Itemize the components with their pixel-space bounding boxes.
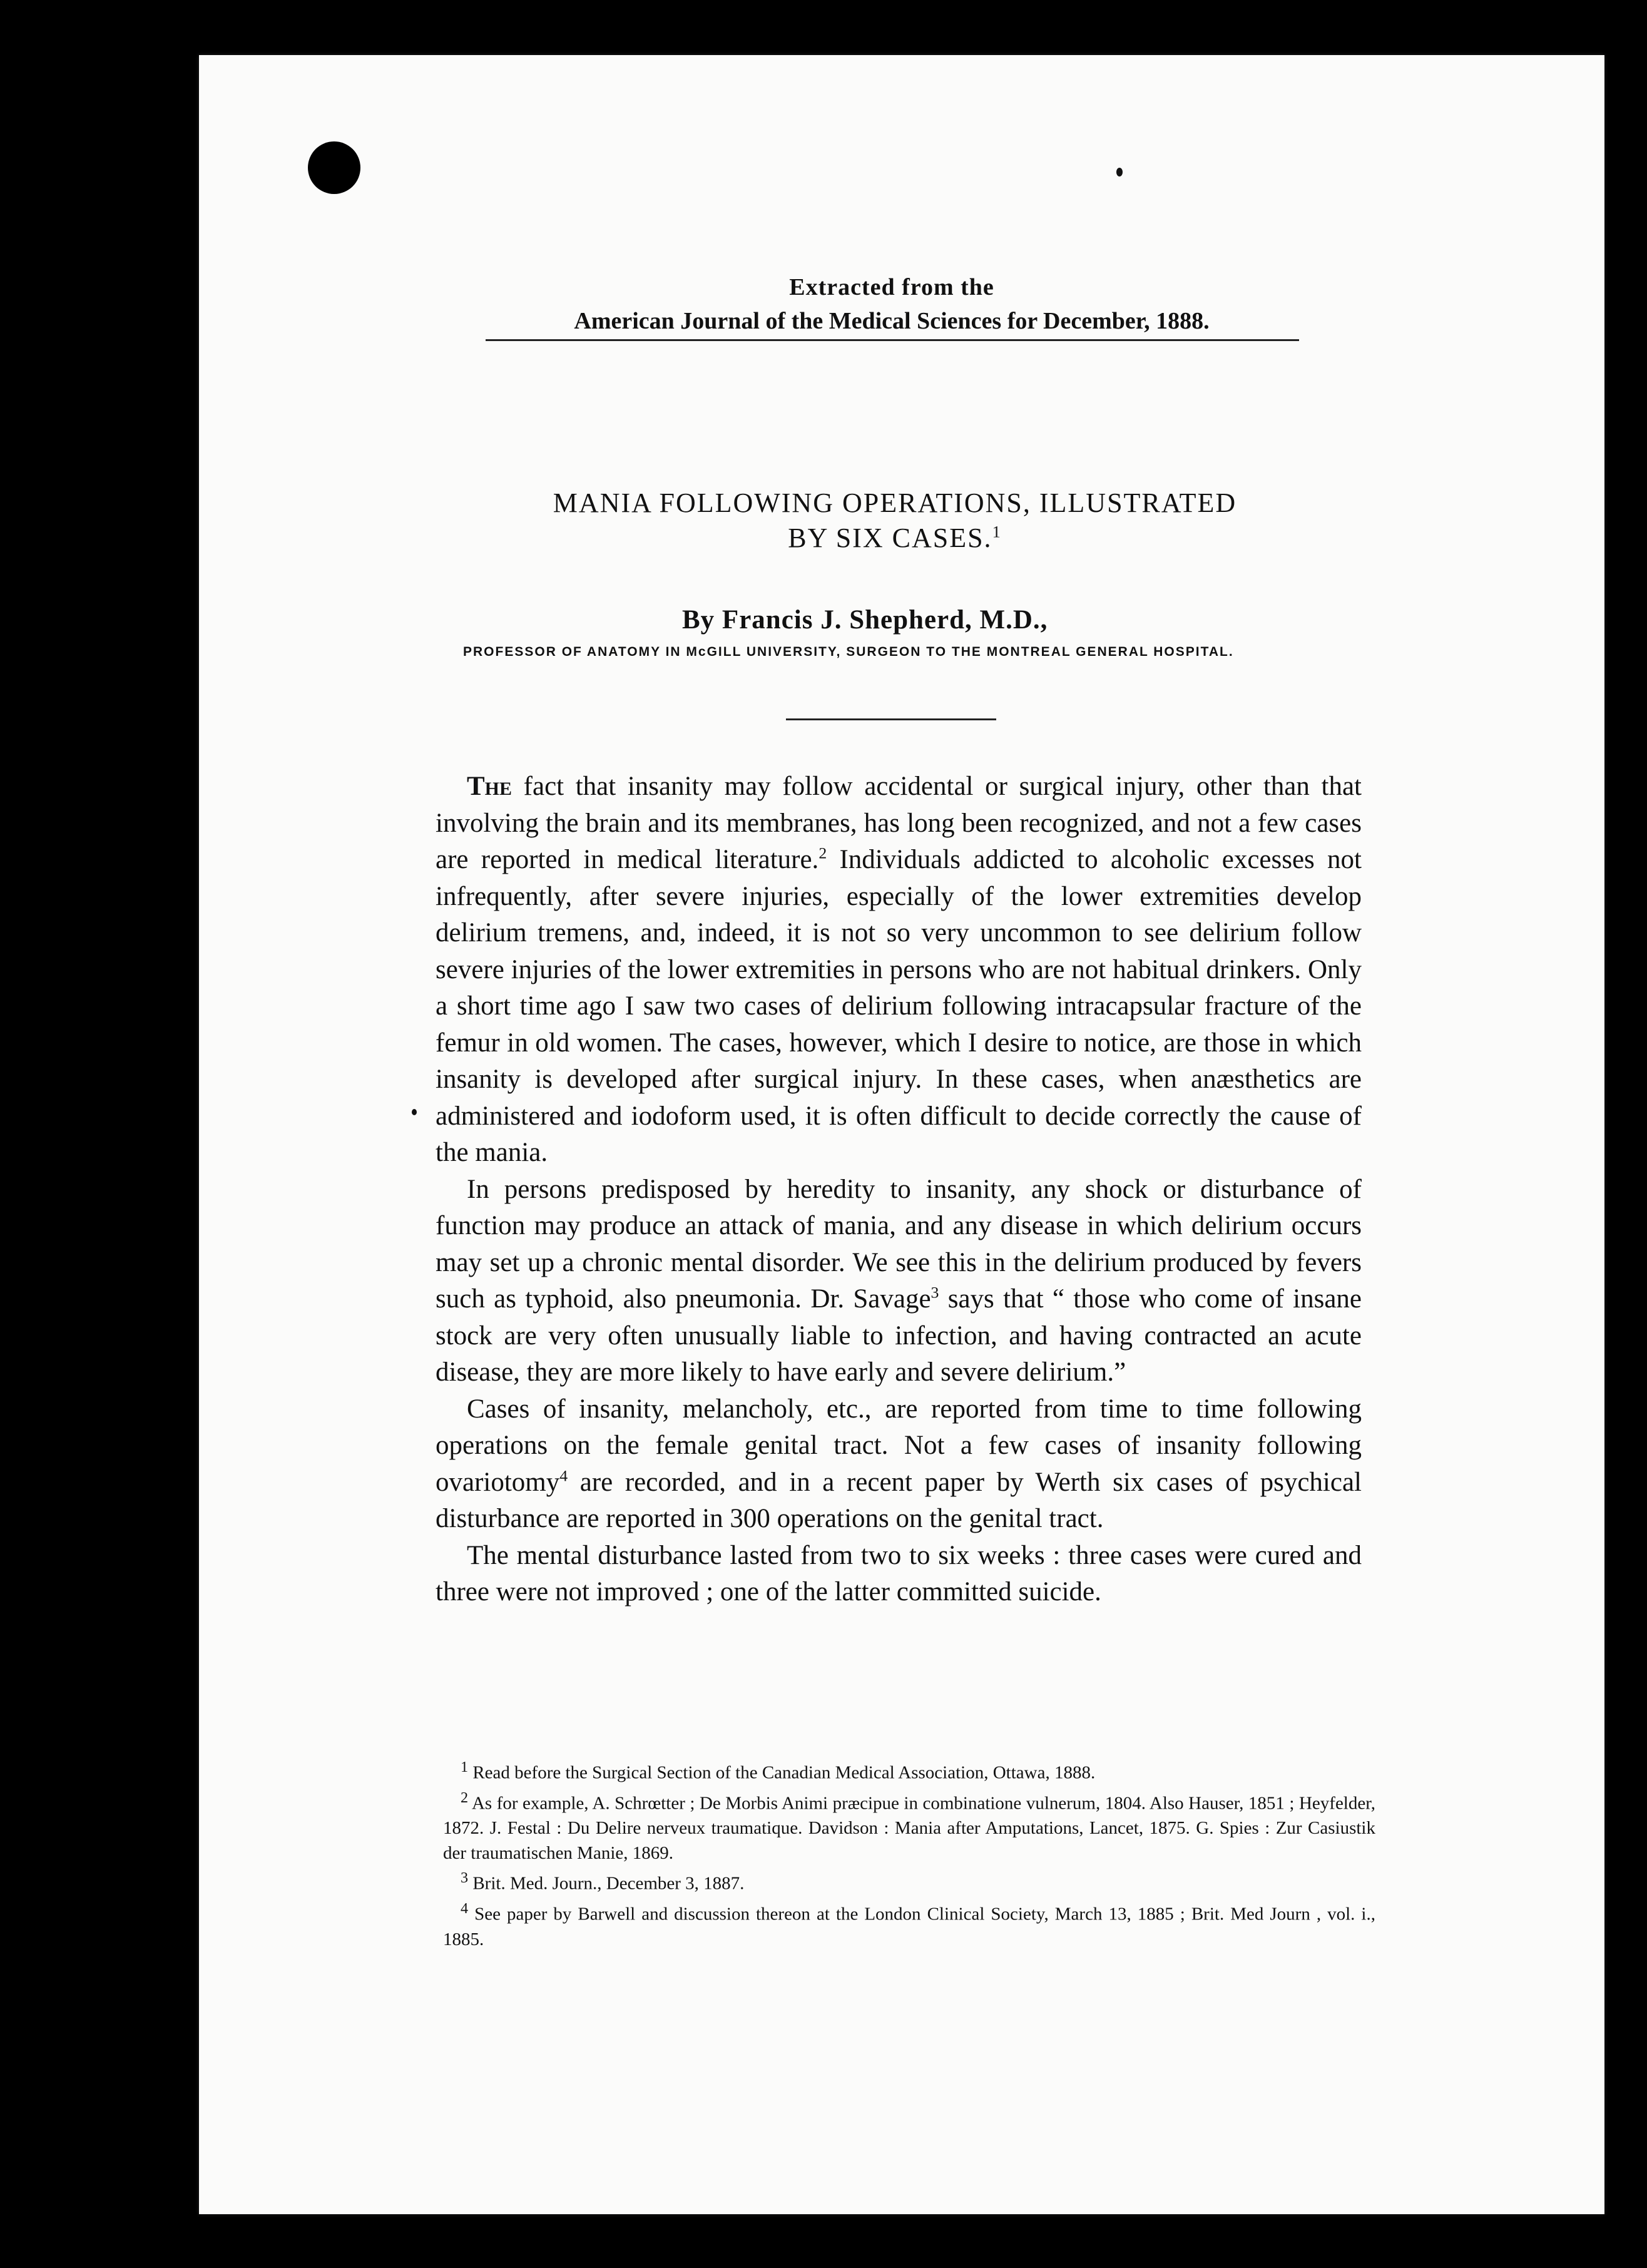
footnote-3: [443, 1866, 1375, 1896]
footnote-4-text: See paper by Barwell and discussion thereon at the London Clinical Society, March 13, 1885 ; Brit. Med Journ , vol. i., 1885.: [443, 1904, 1375, 1949]
footnote-ref-4: 4: [559, 1466, 568, 1485]
article-title: [488, 486, 1302, 556]
footnote-1-number: 1: [461, 1759, 469, 1775]
footnote-3-text: Brit. Med. Journ., December 3, 1887.: [468, 1873, 745, 1894]
section-divider: [786, 718, 996, 720]
header-line-1: Extracted from the: [789, 274, 994, 300]
paragraph-4: The mental disturbance lasted from two to six weeks : three cases were cured and three were not improved ; one of the latter committed suicide.: [436, 1540, 1362, 1606]
margin-mark: [412, 1109, 417, 1115]
title-line-1: MANIA FOLLOWING OPERATIONS, ILLUSTRATED: [553, 488, 1237, 518]
p2-text-b: says that “ those who come of insane stock are very often unusually liable to infection, and having contracted an acute disease, they are more likely to have early and severe delirium.”: [436, 1284, 1362, 1387]
footnote-3-number: 3: [461, 1869, 469, 1887]
p1-text-a: fact that insanity may follow accidental or surgical injury, other than that involving the brain and its membranes, has long been recognized, and not a few cases are reported in medical literature.: [436, 772, 1362, 874]
footnote-2: [443, 1785, 1375, 1866]
journal-header: [482, 270, 1302, 338]
paragraph-3: [436, 1391, 1362, 1538]
author-affiliation: PROFESSOR OF ANATOMY IN McGILL UNIVERSITY, SURGEON TO THE MONTREAL GENERAL HOSPITAL.: [463, 645, 1234, 659]
footnote-ref-3: 3: [931, 1283, 939, 1302]
title-footnote-ref: 1: [992, 522, 1002, 541]
author-byline: By Francis J. Shepherd, M.D.,: [682, 605, 1048, 635]
ink-speck: [1116, 168, 1123, 176]
p2-text-a: In persons predisposed by heredity to insanity, any shock or disturbance of function may produce an attack of mania, and any disease in which delirium occurs may set up a chronic mental disorder. We see this in the delirium produced by fevers such as typhoid, also pneumonia. Dr. Savage: [436, 1174, 1362, 1314]
footnote-4: [443, 1896, 1375, 1952]
title-line-2: [488, 521, 1302, 556]
footnote-4-number: 4: [461, 1899, 469, 1917]
opening-word: The: [467, 772, 512, 801]
header-line-2: American Journal of the Medical Sciences for December, 1888.: [574, 308, 1210, 334]
footnote-2-number: 2: [461, 1789, 469, 1806]
header-rule: [486, 339, 1299, 341]
p3-text-a: Cases of insanity, melancholy, etc., are reported from time to time following operations on the female genital tract. Not a few cases of insanity following ovariotomy: [436, 1394, 1362, 1497]
p1-text-b: Individuals addicted to alcoholic excesses not infrequently, after severe injuries, especially of the lower extremities develop delirium tremens, and, indeed, it is not so very uncommon to see delirium follow severe injuries of the lower extremities in persons who are not habitual drinkers. Only a short time ago I saw two cases of delirium following intracapsular fracture of the femur in old women. The cases, however, which I desire to notice, are those in which insanity is developed after surgical injury. In these cases, when anæsthetics are administered and iodoform used, it is often difficult to decide correctly the cause of the mania.: [436, 845, 1362, 1167]
footnote-ref-2: 2: [818, 844, 827, 862]
footnotes: [443, 1755, 1375, 1952]
p3-text-b: are recorded, and in a recent paper by Werth six cases of psychical disturbance are reported in 300 operations on the genital tract.: [436, 1467, 1362, 1533]
footnote-1-text: Read before the Surgical Section of the Canadian Medical Association, Ottawa, 1888.: [468, 1762, 1096, 1783]
article-body: [436, 769, 1362, 1611]
paragraph-2: [436, 1172, 1362, 1391]
paragraph-1: [436, 769, 1362, 1172]
punch-hole: [308, 141, 360, 194]
footnote-1: [443, 1755, 1375, 1785]
title-line-2-text: BY SIX CASES.: [788, 523, 992, 553]
footnote-2-text: As for example, A. Schrœtter ; De Morbis Animi præcipue in combinatione vulnerum, 1804. Also Hauser, 1851 ; Heyfelder, 1872. J. Festal : Du Delire nerveux traumatique. Davidson : Mania after Amputations, Lancet, 1875. G. Spies : Zur Casiustik der traumatischen Manie, 1869.: [443, 1793, 1375, 1864]
